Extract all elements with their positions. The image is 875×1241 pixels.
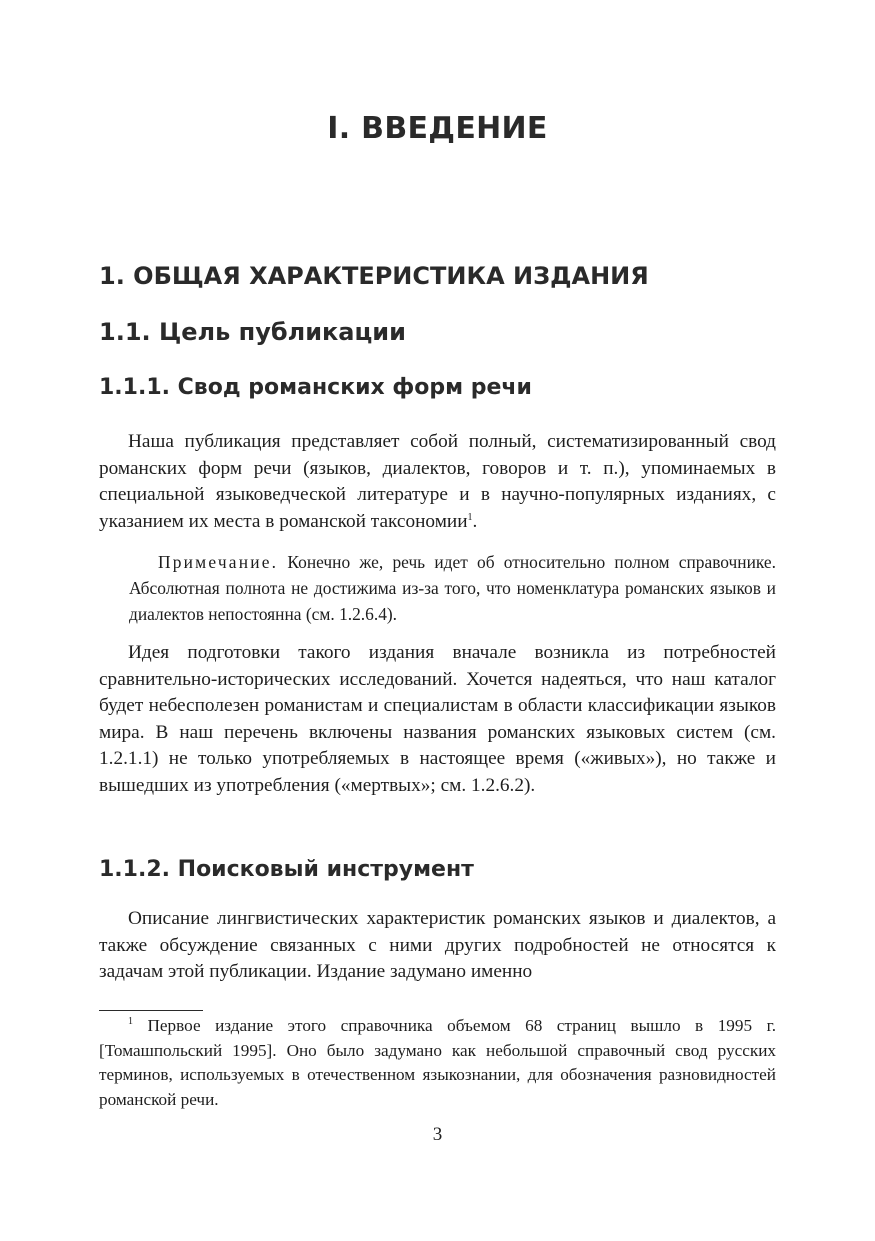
footnote — [99, 1014, 776, 1112]
section-heading: 1. ОБЩАЯ ХАРАКТЕРИСТИКА ИЗДАНИЯ — [99, 262, 649, 290]
footnote-marker: 1 — [128, 1016, 133, 1027]
note-label: Примечание. — [158, 552, 279, 572]
page-number: 3 — [432, 1124, 443, 1145]
subsubsection-heading-forms: 1.1.1. Свод романских форм речи — [99, 375, 532, 400]
body-paragraph-description: Описание лингвистических характеристик романских языков и диалектов, а также обсуждение связанных с ними других подробностей не относятся к задачам этой публикации. Издание задумано именно — [99, 908, 776, 983]
subsection-heading: 1.1. Цель публикации — [99, 318, 406, 346]
footnote-text: Первое издание этого справочника объемом 68 страниц вышло в 1995 г. [Томашпольский 1995]. Оно было задумано как небольшой справочный свод русских терминов, используемых в отечественном языкознании, для обозначения разновидностей романской речи. — [99, 1016, 776, 1109]
body-paragraph-intro — [99, 429, 776, 535]
footnote-reference: 1 — [467, 511, 473, 523]
paragraph-end: . — [472, 510, 478, 532]
note-block — [129, 549, 776, 627]
subsubsection-heading-search: 1.1.2. Поисковый инструмент — [99, 857, 474, 882]
paragraph-text: Наша публикация представляет собой полный, систематизированный свод романских форм речи (языков, диалектов, говоров и т. п.), упоминаемых в специальной языковедческой литературе и в научно-популярных изданиях, с указанием их места в романской таксономии — [99, 431, 776, 532]
part-title: I. ВВЕДЕНИЕ — [327, 111, 548, 146]
body-paragraph-idea: Идея подготовки такого издания вначале возникла из потребностей сравнительно-исторических исследований. Хочется надеяться, что наш каталог будет небесполезен романистам и специалистам в области классификации языков мира. В наш перечень включены названия романских языковых систем (см. 1.2.1.1) не только употребляемых в настоящее время («живых»), но также и вышедших из употребления («мертвых»; см. 1.2.6.2). — [99, 642, 776, 796]
footnote-separator — [99, 1010, 203, 1011]
note-text: Конечно же, речь идет об относительно полном справочнике. Абсолютная полнота не достижима из-за того, что номенклатура романских языков и диалектов непостоянна (см. 1.2.6.4). — [129, 552, 776, 624]
